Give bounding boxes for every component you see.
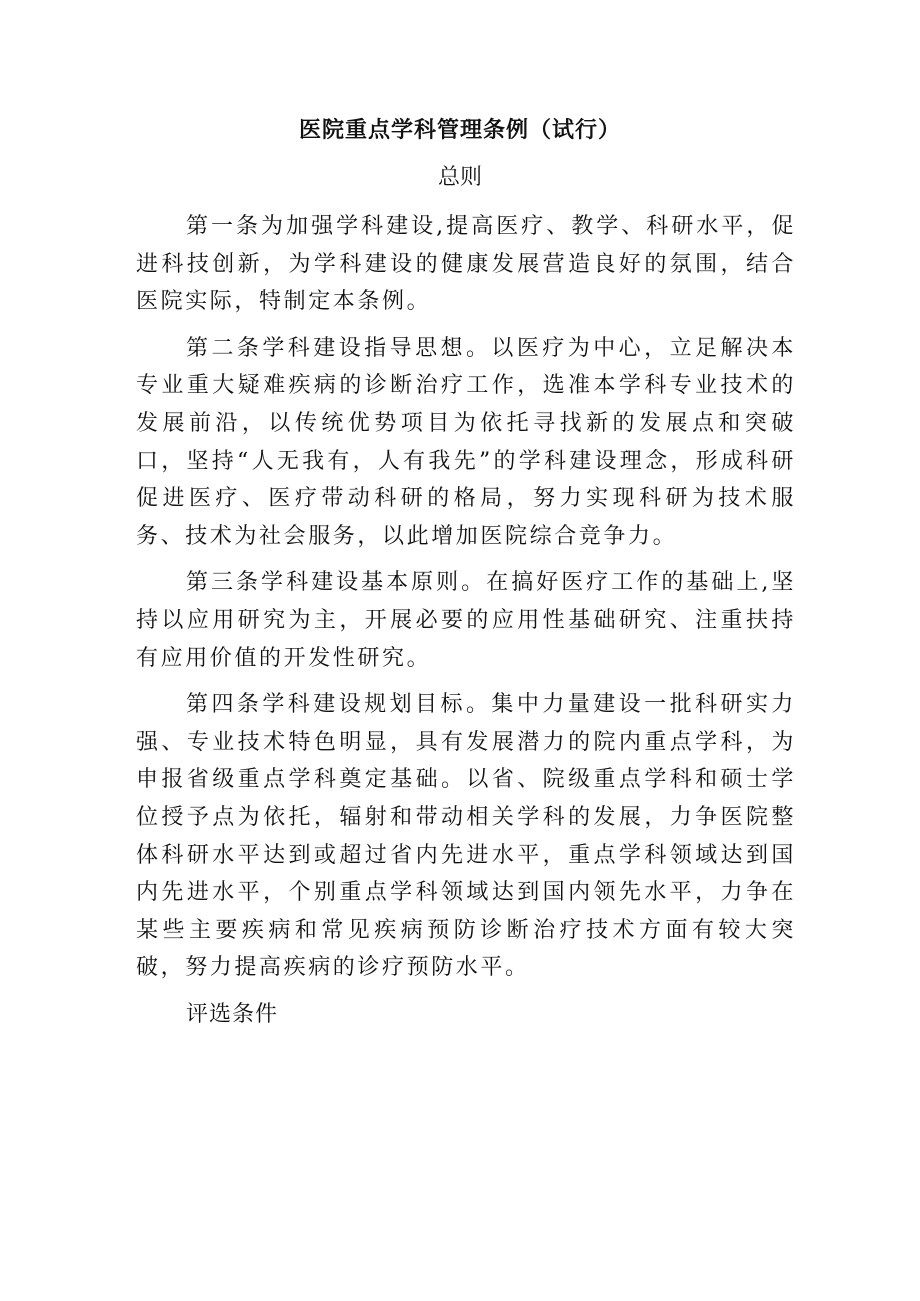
- section-heading: 评选条件: [186, 1001, 279, 1027]
- article-3-paragraph: 第三条学科建设基本原则。在搞好医疗工作的基础上,坚持以应用研究为主，开展必要的应用性基础研究、注重扶持有应用价值的开发性研究。: [136, 570, 796, 671]
- article-1-paragraph: 第一条为加强学科建设,提高医疗、教学、科研水平，促进科技创新，为学科建设的健康发展营造良好的氛围，结合医院实际，特制定本条例。: [136, 214, 796, 315]
- section-subtitle: 总则: [437, 165, 482, 190]
- article-4-paragraph: 第四条学科建设规划目标。集中力量建设一批科研实力强、专业技术特色明显，具有发展潜力的院内重点学科，为申报省级重点学科奠定基础。以省、院级重点学科和硕士学位授予点为依托，辐射和带动相关学科的发展，力争医院整体科研水平达到或超过省内先进水平，重点学科领域达到国内先进水平，个别重点学科领域达到国内领先水平，力争在某些主要疾病和常见疾病预防诊断治疗技术方面有较大突破，努力提高疾病的诊疗预防水平。: [136, 692, 796, 981]
- document-title: 医院重点学科管理条例（试行）: [298, 117, 621, 143]
- document-body: [136, 208, 796, 1033]
- article-2-paragraph: 第二条学科建设指导思想。以医疗为中心，立足解决本专业重大疑难疾病的诊断治疗工作，选准本学科专业技术的发展前沿，以传统优势项目为依托寻找新的发展点和突破口，坚持“人无我有，人有我先”的学科建设理念，形成科研促进医疗、医疗带动科研的格局，努力实现科研为技术服务、技术为社会服务，以此增加医院综合竞争力。: [136, 335, 796, 549]
